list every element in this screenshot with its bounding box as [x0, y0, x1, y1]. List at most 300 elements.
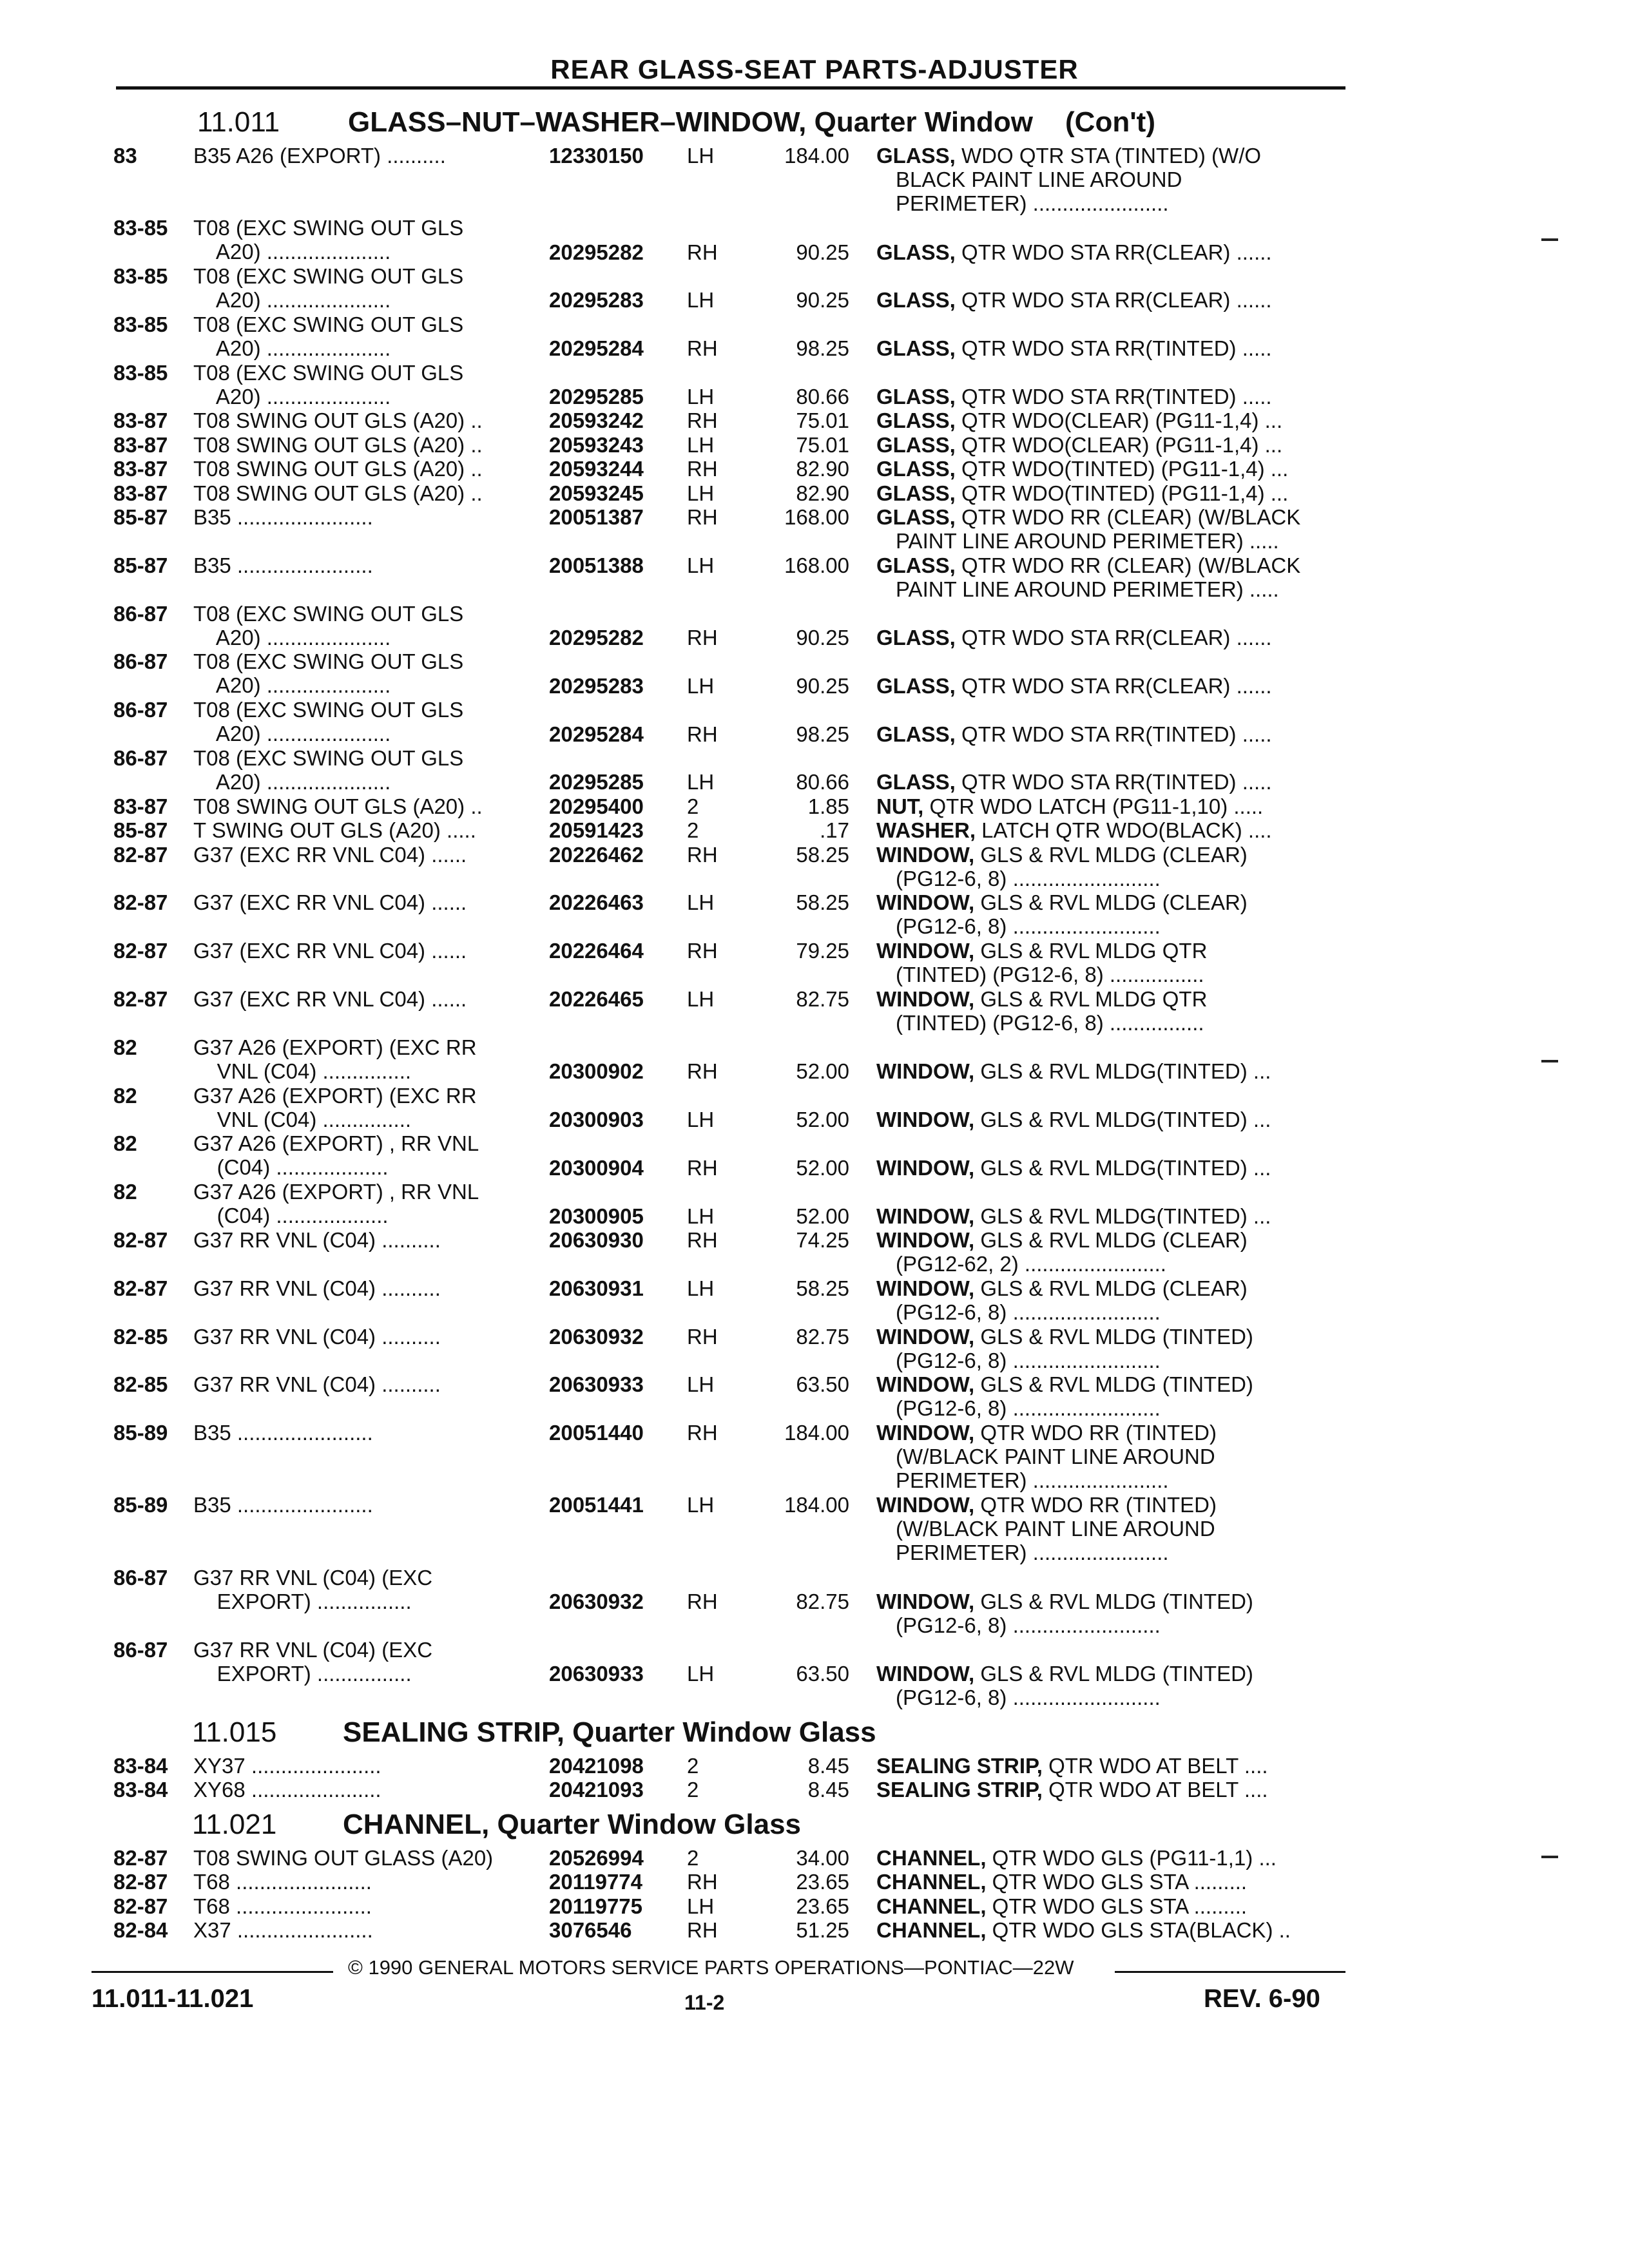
usage-description [193, 794, 545, 818]
part-number: 20593243 [549, 432, 644, 457]
part-name-keyword: WINDOW, [876, 1228, 975, 1252]
part-name-text: QTR WDO RR (CLEAR) (W/BLACK [955, 553, 1301, 577]
part-name [876, 770, 1345, 794]
part-name-text: QTR WDO(CLEAR) (PG11-1,4) ... [955, 432, 1283, 457]
part-name-text: GLS & RVL MLDG (TINTED) [974, 1372, 1253, 1397]
part-name-line [876, 1059, 1345, 1083]
list-price: 8.45 [807, 1754, 849, 1778]
list-price: 168.00 [784, 505, 849, 529]
usage-description-line: G37 (EXC RR VNL C04) ...... [193, 890, 467, 915]
part-name-keyword: WASHER, [876, 818, 976, 843]
usage-description [193, 1180, 545, 1227]
part-name-line [876, 1493, 1345, 1517]
usage-description [193, 1566, 545, 1613]
list-price: 82.75 [796, 1589, 849, 1613]
usage-description [193, 1421, 545, 1445]
part-name [876, 939, 1345, 986]
part-name-keyword: CHANNEL, [876, 1845, 987, 1870]
model-years: 82-87 [113, 1845, 168, 1870]
part-name-text: QTR WDO(TINTED) (PG11-1,4) ... [955, 457, 1289, 481]
part-name-line: BLACK PAINT LINE AROUND [896, 168, 1182, 191]
part-name-line [876, 408, 1345, 432]
model-years: 83-87 [113, 457, 168, 481]
part-name-line: (PG12-6, 8) ......................... [896, 1300, 1161, 1324]
part-name-line [876, 626, 1345, 649]
list-price: 80.66 [796, 770, 849, 794]
list-price: 52.00 [796, 1155, 849, 1180]
part-number: 20593245 [549, 481, 644, 505]
part-name-line: PERIMETER) ....................... [896, 191, 1169, 215]
section-continued-label: (Con't) [1065, 106, 1155, 138]
part-name-keyword: WINDOW, [876, 1372, 975, 1397]
list-price: 184.00 [784, 1493, 849, 1517]
list-price: 1.85 [807, 794, 849, 818]
footer-rule-right [1115, 1971, 1345, 1973]
quantity-side: RH [687, 505, 718, 529]
usage-description-line: T08 (EXC SWING OUT GLS [193, 360, 464, 385]
part-name-line: (PG12-6, 8) ......................... [896, 1686, 1161, 1710]
part-name-line [876, 674, 1345, 698]
list-price: 79.25 [796, 939, 849, 963]
quantity-side: LH [687, 1894, 715, 1918]
part-name-line: (W/BLACK PAINT LINE AROUND [896, 1517, 1215, 1541]
part-name-keyword: GLASS, [876, 240, 956, 264]
quantity-side: RH [687, 939, 718, 963]
list-price: 52.00 [796, 1107, 849, 1131]
part-name-text: GLS & RVL MLDG (TINTED) [974, 1324, 1253, 1349]
part-name-line [876, 1421, 1345, 1445]
part-name [876, 1754, 1345, 1778]
quantity-side: RH [687, 722, 718, 746]
usage-description [193, 433, 545, 457]
part-number: 20226464 [549, 939, 644, 963]
quantity-side: LH [687, 890, 715, 915]
quantity-side: LH [687, 288, 715, 312]
usage-description [193, 1035, 545, 1083]
usage-description-line: T SWING OUT GLS (A20) ..... [193, 818, 476, 843]
model-years: 82-85 [113, 1372, 168, 1397]
part-name [876, 385, 1345, 408]
part-number: 3076546 [549, 1918, 632, 1942]
usage-description [193, 1084, 545, 1131]
usage-description-line: G37 RR VNL (C04) .......... [193, 1324, 441, 1349]
usage-description [193, 1778, 545, 1802]
part-number: 20051387 [549, 505, 644, 529]
part-name-text: GLS & RVL MLDG (TINTED) [974, 1589, 1253, 1613]
part-name [876, 1276, 1345, 1324]
part-name-text: GLS & RVL MLDG (CLEAR) [974, 842, 1248, 867]
quantity-side: LH [687, 1107, 715, 1131]
model-years: 82 [113, 1180, 137, 1204]
part-name-text: GLS & RVL MLDG(TINTED) ... [974, 1155, 1271, 1180]
part-name-text: QTR WDO AT BELT .... [1042, 1778, 1268, 1802]
part-name-line: (PG12-62, 2) ........................ [896, 1252, 1166, 1276]
part-number: 20300905 [549, 1204, 644, 1228]
usage-description-line: T08 SWING OUT GLS (A20) .. [193, 408, 483, 433]
model-years: 82-84 [113, 1918, 168, 1942]
section-title: SEALING STRIP, Quarter Window Glass [343, 1716, 876, 1748]
part-name [876, 240, 1345, 264]
model-years: 83-84 [113, 1778, 168, 1802]
usage-description [193, 890, 545, 914]
part-name [876, 553, 1345, 601]
part-number: 20051388 [549, 553, 644, 577]
section-number: 11.011 [197, 106, 280, 138]
usage-description-line: T08 SWING OUT GLS (A20) .. [193, 457, 483, 481]
quantity-side: 2 [687, 794, 699, 818]
model-years: 85-87 [113, 553, 168, 577]
usage-description-line: B35 ....................... [193, 505, 373, 529]
margin-tick-mark [1541, 238, 1558, 241]
part-name-keyword: GLASS, [876, 144, 956, 168]
model-years: 86-87 [113, 1565, 168, 1590]
model-years: 85-87 [113, 505, 168, 529]
section-header [192, 1809, 801, 1841]
quantity-side: RH [687, 1918, 718, 1942]
quantity-side: RH [687, 1324, 718, 1349]
usage-description-line: T68 ....................... [193, 1894, 372, 1918]
part-name-line [876, 1108, 1345, 1131]
part-name-keyword: GLASS, [876, 408, 956, 433]
part-name [876, 288, 1345, 312]
footer-copyright: © 1990 GENERAL MOTORS SERVICE PARTS OPERATIONS—PONTIAC—22W [348, 1956, 1074, 1979]
part-name-keyword: WINDOW, [876, 1493, 975, 1517]
usage-description-line: T08 (EXC SWING OUT GLS [193, 601, 464, 626]
usage-description-line: G37 A26 (EXPORT) (EXC RR [193, 1083, 477, 1108]
part-name-text: QTR WDO(CLEAR) (PG11-1,4) ... [955, 408, 1283, 433]
part-name-line [876, 1204, 1345, 1228]
part-number: 20295283 [549, 288, 644, 312]
list-price: 23.65 [796, 1894, 849, 1918]
part-name [876, 1108, 1345, 1131]
part-name-text: QTR WDO STA RR(CLEAR) ...... [955, 288, 1272, 312]
page-title: REAR GLASS-SEAT PARTS-ADJUSTER [550, 54, 1079, 84]
part-name-line: (W/BLACK PAINT LINE AROUND [896, 1445, 1215, 1469]
part-name [876, 843, 1345, 890]
quantity-side: 2 [687, 1845, 699, 1870]
usage-description-line: T08 SWING OUT GLS (A20) .. [193, 432, 483, 457]
model-years: 83-85 [113, 216, 168, 240]
part-name-line [876, 1778, 1345, 1802]
part-name [876, 1325, 1345, 1372]
part-name-keyword: GLASS, [876, 625, 956, 649]
part-number: 20591423 [549, 818, 644, 843]
part-number: 20593244 [549, 457, 644, 481]
part-number: 20295284 [549, 336, 644, 361]
usage-description [193, 1228, 545, 1252]
usage-description-line: T08 (EXC SWING OUT GLS [193, 746, 464, 770]
list-price: 58.25 [796, 842, 849, 867]
part-name-line [876, 1846, 1345, 1870]
part-name-line: (PG12-6, 8) ......................... [896, 1613, 1161, 1637]
list-price: 75.01 [796, 432, 849, 457]
usage-description [193, 1754, 545, 1778]
part-name-keyword: GLASS, [876, 722, 956, 746]
part-name [876, 626, 1345, 649]
part-name-text: GLS & RVL MLDG (CLEAR) [974, 1276, 1248, 1300]
quantity-side: LH [687, 1662, 715, 1686]
quantity-side: RH [687, 842, 718, 867]
quantity-side: LH [687, 1493, 715, 1517]
part-name-keyword: SEALING STRIP, [876, 1778, 1043, 1802]
quantity-side: LH [687, 1204, 715, 1228]
part-number: 20300903 [549, 1107, 644, 1131]
part-name-keyword: WINDOW, [876, 1059, 975, 1084]
part-name-keyword: SEALING STRIP, [876, 1754, 1043, 1778]
part-name-keyword: GLASS, [876, 384, 956, 408]
section-number: 11.021 [192, 1808, 277, 1840]
section-title: CHANNEL, Quarter Window Glass [343, 1808, 802, 1840]
usage-description-line: (C04) ................... [193, 1155, 389, 1180]
footer-section-range: 11.011-11.021 [92, 1984, 254, 2013]
list-price: 90.25 [796, 288, 849, 312]
usage-description [193, 1372, 545, 1396]
quantity-side: RH [687, 1155, 718, 1180]
part-name-keyword: CHANNEL, [876, 1870, 987, 1894]
part-number: 20630933 [549, 1372, 644, 1397]
model-years: 85-87 [113, 818, 168, 843]
part-name-text: GLS & RVL MLDG(TINTED) ... [974, 1059, 1271, 1084]
usage-description-line: G37 (EXC RR VNL C04) ...... [193, 987, 467, 1011]
part-name [876, 1421, 1345, 1492]
part-number: 20630933 [549, 1662, 644, 1686]
part-number: 20300904 [549, 1155, 644, 1180]
quantity-side: RH [687, 1589, 718, 1613]
usage-description [193, 818, 545, 842]
usage-description-line: G37 RR VNL (C04) .......... [193, 1372, 441, 1397]
quantity-side: RH [687, 240, 718, 264]
part-name-keyword: WINDOW, [876, 1276, 975, 1300]
model-years: 82-87 [113, 1870, 168, 1894]
part-name-text: GLS & RVL MLDG(TINTED) ... [974, 1107, 1271, 1131]
quantity-side: LH [687, 987, 715, 1011]
quantity-side: LH [687, 481, 715, 505]
usage-description [193, 144, 545, 168]
part-name-keyword: GLASS, [876, 336, 956, 361]
usage-description-line: (C04) ................... [193, 1204, 389, 1228]
part-number: 20226462 [549, 842, 644, 867]
part-name-text: QTR WDO STA RR(CLEAR) ...... [955, 625, 1272, 649]
model-years: 82 [113, 1035, 137, 1059]
model-years: 83-85 [113, 312, 168, 336]
usage-description-line: EXPORT) ................ [193, 1661, 412, 1686]
quantity-side: LH [687, 770, 715, 794]
part-name [876, 1156, 1345, 1180]
model-years: 86-87 [113, 746, 168, 770]
part-name-keyword: WINDOW, [876, 1324, 975, 1349]
part-name-line [876, 481, 1345, 505]
list-price: 82.90 [796, 481, 849, 505]
part-name-text: WDO QTR STA (TINTED) (W/O [955, 144, 1262, 168]
part-name-keyword: GLASS, [876, 673, 956, 698]
part-name-text: QTR WDO STA RR(TINTED) ..... [955, 770, 1272, 794]
usage-description-line: A20) ..................... [193, 384, 391, 408]
part-name [876, 1870, 1345, 1894]
part-name-line [876, 1894, 1345, 1918]
list-price: 82.75 [796, 987, 849, 1011]
usage-description [193, 649, 545, 697]
part-name-line [876, 987, 1345, 1011]
part-number: 20630930 [549, 1228, 644, 1252]
usage-description-line: B35 ....................... [193, 1493, 373, 1517]
usage-description [193, 1325, 545, 1349]
quantity-side: LH [687, 384, 715, 408]
model-years: 83-85 [113, 360, 168, 385]
usage-description-line: A20) ..................... [193, 336, 391, 360]
part-name [876, 144, 1345, 215]
part-name-keyword: WINDOW, [876, 987, 975, 1011]
usage-description-line: T08 (EXC SWING OUT GLS [193, 649, 464, 674]
part-number: 20630932 [549, 1324, 644, 1349]
part-number: 20119774 [549, 1870, 643, 1894]
part-name [876, 890, 1345, 938]
part-name-line: PAINT LINE AROUND PERIMETER) ..... [896, 529, 1279, 553]
part-name-text: QTR WDO LATCH (PG11-1,10) ..... [923, 794, 1264, 818]
footer-rule-left [92, 1971, 333, 1973]
part-name-line [876, 288, 1345, 312]
usage-description [193, 698, 545, 745]
list-price: 82.75 [796, 1324, 849, 1349]
title-divider [116, 86, 1345, 90]
part-number: 20300902 [549, 1059, 644, 1084]
list-price: 23.65 [796, 1870, 849, 1894]
part-name [876, 336, 1345, 360]
part-name [876, 1493, 1345, 1564]
part-name-line [876, 1228, 1345, 1252]
model-years: 86-87 [113, 649, 168, 674]
part-name [876, 1778, 1345, 1802]
part-number: 20051440 [549, 1421, 644, 1445]
part-name-text: GLS & RVL MLDG(TINTED) ... [974, 1204, 1271, 1228]
part-name-keyword: CHANNEL, [876, 1918, 987, 1942]
part-name-line [876, 1590, 1345, 1613]
quantity-side: RH [687, 1059, 718, 1084]
usage-description-line: EXPORT) ................ [193, 1589, 412, 1613]
model-years: 82-87 [113, 987, 168, 1011]
list-price: .17 [820, 818, 849, 843]
part-name-line [876, 794, 1345, 818]
part-number: 20295285 [549, 384, 644, 408]
model-years: 82 [113, 1131, 137, 1156]
part-name-keyword: WINDOW, [876, 1589, 975, 1613]
model-years: 83-85 [113, 264, 168, 288]
part-name [876, 1590, 1345, 1637]
footer-revision: REV. 6-90 [1204, 1984, 1320, 2013]
section-number: 11.015 [192, 1716, 277, 1748]
part-name [876, 457, 1345, 481]
usage-description-line: A20) ..................... [193, 240, 391, 264]
model-years: 86-87 [113, 698, 168, 722]
part-name [876, 408, 1345, 432]
usage-description [193, 457, 545, 481]
part-name [876, 794, 1345, 818]
part-name-keyword: WINDOW, [876, 1204, 975, 1228]
list-price: 63.50 [796, 1372, 849, 1397]
usage-description [193, 361, 545, 408]
part-number: 20295283 [549, 673, 644, 698]
part-name [876, 505, 1345, 553]
part-name-line: (PG12-6, 8) ......................... [896, 914, 1161, 939]
model-years: 85-89 [113, 1493, 168, 1517]
part-name-line [876, 722, 1345, 746]
model-years: 83-87 [113, 481, 168, 505]
part-name-line: PERIMETER) ....................... [896, 1468, 1169, 1493]
model-years: 82-87 [113, 1276, 168, 1300]
part-name-line: (TINTED) (PG12-6, 8) ................ [896, 1011, 1204, 1035]
part-name-text: LATCH QTR WDO(BLACK) .... [976, 818, 1272, 843]
quantity-side: RH [687, 408, 718, 433]
part-name-keyword: GLASS, [876, 457, 956, 481]
section-header [192, 1716, 876, 1749]
usage-description-line: T08 SWING OUT GLS (A20) .. [193, 794, 483, 818]
usage-description [193, 746, 545, 794]
part-number: 20295285 [549, 770, 644, 794]
part-name-text: QTR WDO STA RR(CLEAR) ...... [955, 673, 1272, 698]
quantity-side: 2 [687, 1754, 699, 1778]
usage-description [193, 553, 545, 577]
usage-description-line: G37 (EXC RR VNL C04) ...... [193, 842, 467, 867]
part-name-keyword: WINDOW, [876, 842, 975, 867]
part-name-line [876, 1276, 1345, 1300]
usage-description-line: VNL (C04) ............... [193, 1107, 412, 1131]
part-name [876, 1662, 1345, 1709]
usage-description-line: B35 A26 (EXPORT) .......... [193, 144, 446, 168]
part-name-line [876, 843, 1345, 867]
part-name [876, 1372, 1345, 1420]
list-price: 74.25 [796, 1228, 849, 1252]
section-header [197, 106, 1155, 139]
part-name-line [876, 890, 1345, 914]
part-name-line [876, 1918, 1345, 1942]
model-years: 82-87 [113, 842, 168, 867]
part-name-line [876, 336, 1345, 360]
usage-description-line: G37 RR VNL (C04) (EXC [193, 1565, 433, 1590]
part-name-line [876, 770, 1345, 794]
model-years: 83-84 [113, 1754, 168, 1778]
part-name-keyword: WINDOW, [876, 890, 975, 915]
part-name-text: QTR WDO AT BELT .... [1042, 1754, 1268, 1778]
usage-description-line: XY68 ...................... [193, 1778, 381, 1802]
part-number: 20421098 [549, 1754, 644, 1778]
part-name [876, 1059, 1345, 1083]
margin-tick-mark [1541, 1060, 1558, 1062]
part-number: 20226465 [549, 987, 644, 1011]
part-name-line: PERIMETER) ....................... [896, 1541, 1169, 1565]
quantity-side: 2 [687, 818, 699, 843]
part-name-text: QTR WDO STA RR(TINTED) ..... [955, 336, 1272, 361]
part-name-line [876, 1662, 1345, 1686]
part-number: 20526994 [549, 1845, 644, 1870]
part-name [876, 674, 1345, 698]
usage-description-line: A20) ..................... [193, 722, 391, 746]
usage-description-line: G37 RR VNL (C04) .......... [193, 1276, 441, 1300]
part-name-line: (PG12-6, 8) ......................... [896, 1348, 1161, 1372]
part-name-keyword: GLASS, [876, 553, 956, 577]
usage-description-line: T08 SWING OUT GLASS (A20) [193, 1845, 494, 1870]
usage-description [193, 987, 545, 1011]
part-number: 20295400 [549, 794, 644, 818]
quantity-side: LH [687, 432, 715, 457]
usage-description [193, 1918, 545, 1942]
part-number: 20421093 [549, 1778, 644, 1802]
usage-description [193, 1870, 545, 1894]
part-name-line [876, 457, 1345, 481]
usage-description-line: A20) ..................... [193, 673, 391, 698]
quantity-side: LH [687, 673, 715, 698]
part-name-line: (PG12-6, 8) ......................... [896, 1396, 1161, 1421]
usage-description-line: G37 A26 (EXPORT) (EXC RR [193, 1035, 477, 1059]
usage-description-line: A20) ..................... [193, 288, 391, 312]
